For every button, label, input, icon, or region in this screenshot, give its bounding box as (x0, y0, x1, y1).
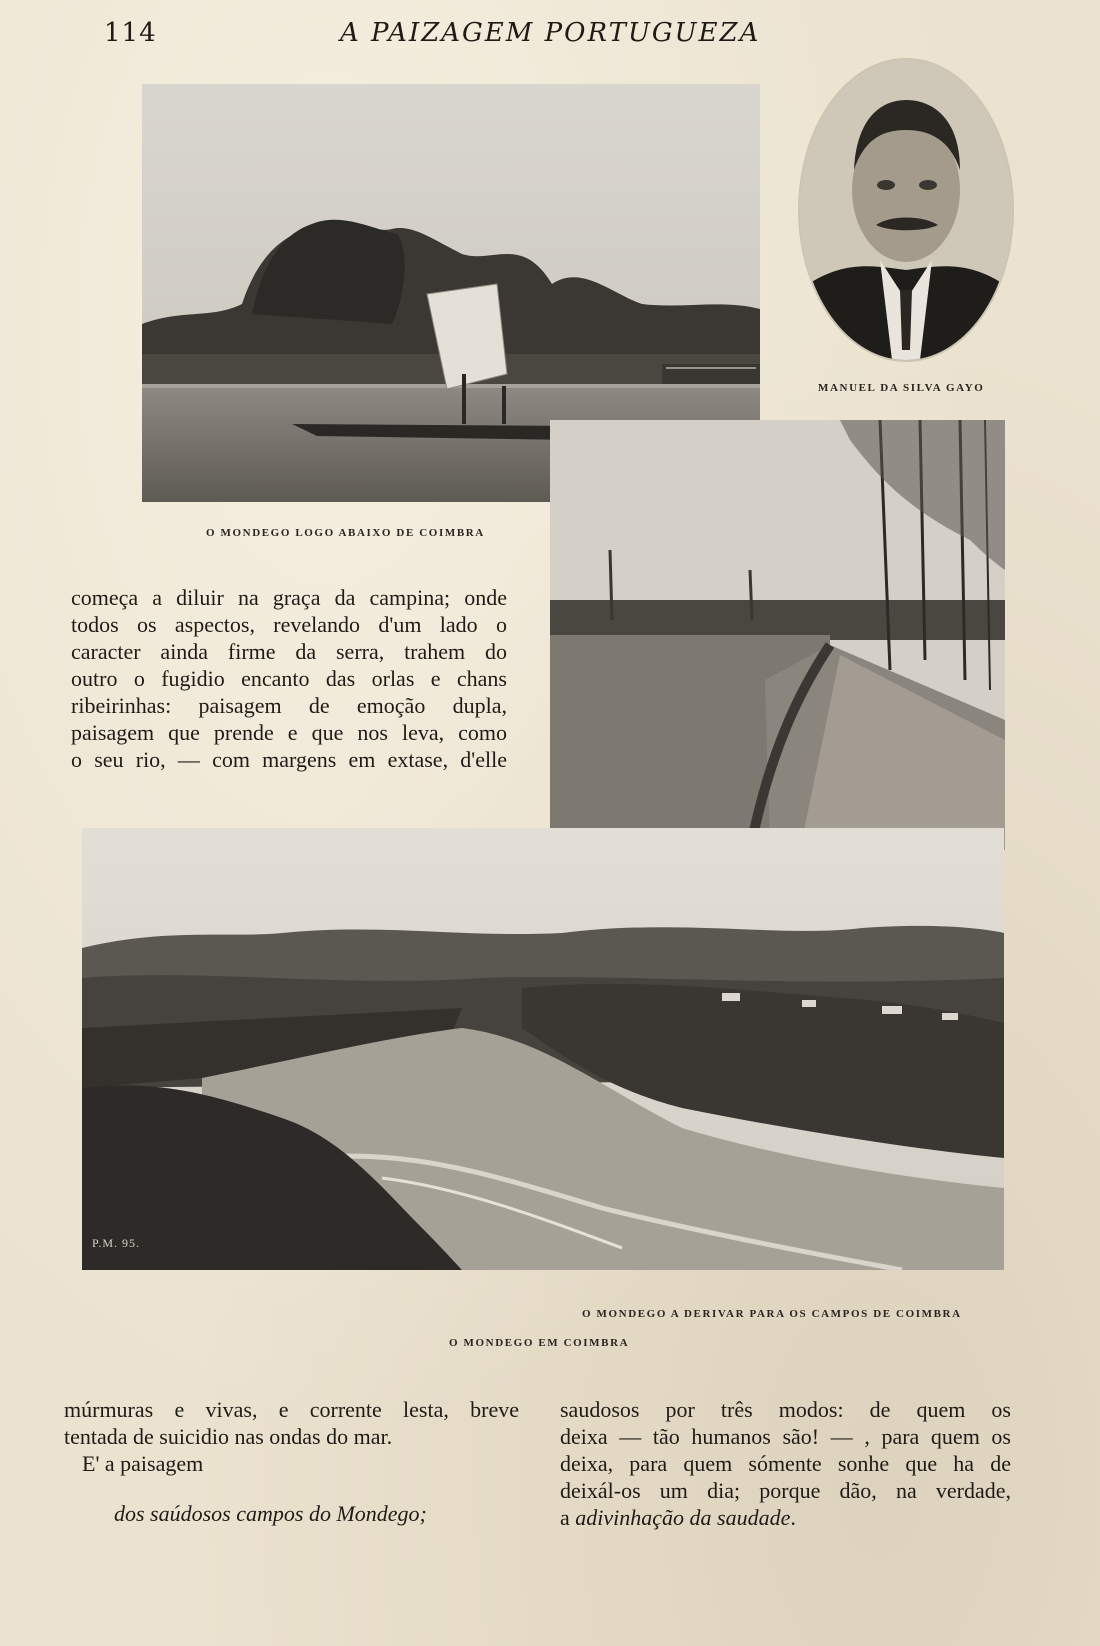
text-line: saudosos por três modos: de quem os (560, 1397, 1011, 1422)
text-line: caracter ainda firme da serra, trahem do (71, 639, 507, 664)
text-line: paisagem que prende e que nos leva, como (71, 720, 507, 745)
text-column-1 (71, 584, 507, 773)
coimbra-valley-image (82, 828, 1004, 1270)
text-line-italic: dos saúdosos campos do Mondego; (114, 1501, 427, 1526)
caption-portrait: MANUEL DA SILVA GAYO (818, 382, 985, 394)
photo-mondego-fields (550, 420, 1005, 850)
text-line-last (560, 1504, 1011, 1531)
text-line: começa a diluir na graça da campina; onde (71, 585, 507, 610)
text-line: E' a paisagem (82, 1451, 204, 1476)
text-line: deixa — tão humanos são! — , para quem os (560, 1424, 1011, 1449)
text-line: deixa, para quem sómente sonhe que ha de (560, 1451, 1011, 1476)
photo-signature: P.M. 95. (92, 1236, 141, 1250)
text-line: deixál-os um dia; porque dão, na verdade, (560, 1478, 1011, 1503)
text-line: múrmuras e vivas, e corrente lesta, breve (64, 1397, 519, 1422)
text-prefix: a (560, 1505, 576, 1530)
text-italic-phrase: adivinhação da saudade (575, 1505, 791, 1530)
text-column-bottom-left (64, 1396, 519, 1527)
portrait-image (800, 60, 1012, 360)
caption-river-below: O MONDEGO LOGO ABAIXO DE COIMBRA (206, 527, 485, 539)
running-head: A PAIZAGEM PORTUGUEZA (340, 18, 761, 48)
text-line: todos os aspectos, revelando d'um lado o (71, 612, 507, 637)
embankment-road-image (550, 420, 1005, 850)
text-column-bottom-right (560, 1396, 1011, 1531)
text-line: tentada de suicidio nas ondas do mar. (64, 1424, 393, 1449)
text-suffix: . (790, 1505, 796, 1530)
portrait-manuel-da-silva-gayo (800, 60, 1012, 360)
caption-fields: O MONDEGO A DERIVAR PARA OS CAMPOS DE COIMBRA (582, 1308, 962, 1320)
text-line: ribeirinhas: paisagem de emoção dupla, (71, 693, 507, 718)
text-line: o seu rio, — com margens em extase, d'elle (71, 747, 507, 772)
text-line: outro o fugidio encanto das orlas e chans (71, 666, 507, 691)
page-number: 114 (104, 18, 157, 48)
caption-coimbra: O MONDEGO EM COIMBRA (449, 1337, 630, 1349)
photo-mondego-em-coimbra (82, 828, 1004, 1270)
